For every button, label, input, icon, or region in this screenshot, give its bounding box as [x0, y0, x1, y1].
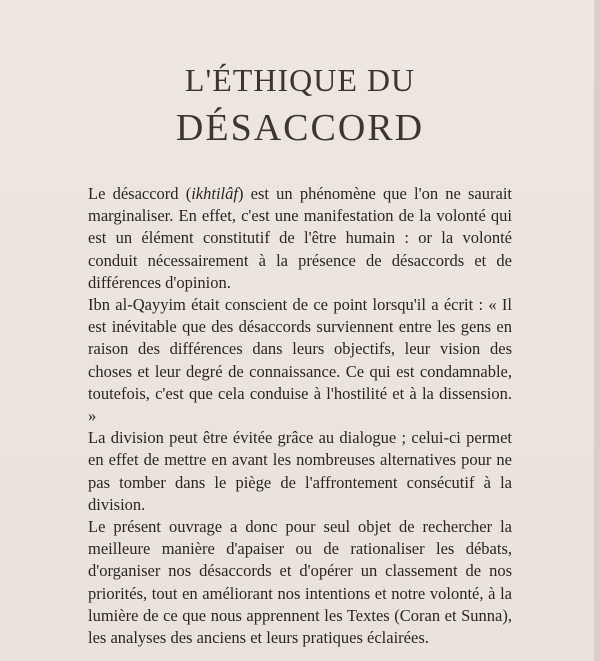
page-edge [594, 0, 600, 661]
title-line-2: DÉSACCORD [175, 107, 425, 149]
paragraph-1 [88, 183, 512, 294]
paragraph-1-before: Le désaccord ( [88, 184, 192, 203]
paragraph-2: Ibn al-Qayyim était conscient de ce point lorsqu'il a écrit : « Il est inévitable que des désaccords surviennent entre les gens en raison des différences dans leurs objectifs, leur vision des choses et leur degré de connaissance. Ce qui est condamnable, toutefois, c'est que cela conduise à l'hostilité et à la dissension. » [88, 295, 512, 426]
paragraph-1-after: ) est un phénomène que l'on ne saurait marginaliser. En effet, c'est une manifestation de la volonté qui est un élément constitutif de l'être humain : or la volonté conduit nécessairement à la présence de désaccords et de différences d'opinion. [88, 184, 512, 292]
paragraph-3: La division peut être évitée grâce au dialogue ; celui-ci permet en effet de mettre en avant les nombreuses alternatives pour ne pas tomber dans le piège de l'affrontement consécutif à la division. [88, 428, 512, 514]
title-line-1: L'ÉTHIQUE DU [184, 62, 416, 98]
paragraph-4: Le présent ouvrage a donc pour seul objet de rechercher la meilleure manière d'apaiser ou de rationaliser les débats, d'organiser nos désaccords et d'opérer un classement de nos priorités, tout en améliorant nos intentions et notre volonté, à la lumière de ce que nous apprennent les Textes (Coran et Sunna), les analyses des anciens et leurs pratiques éclairées. [88, 517, 512, 648]
body-text [88, 183, 512, 649]
paragraph-1-italic-term: ikhtilâf [191, 184, 238, 203]
